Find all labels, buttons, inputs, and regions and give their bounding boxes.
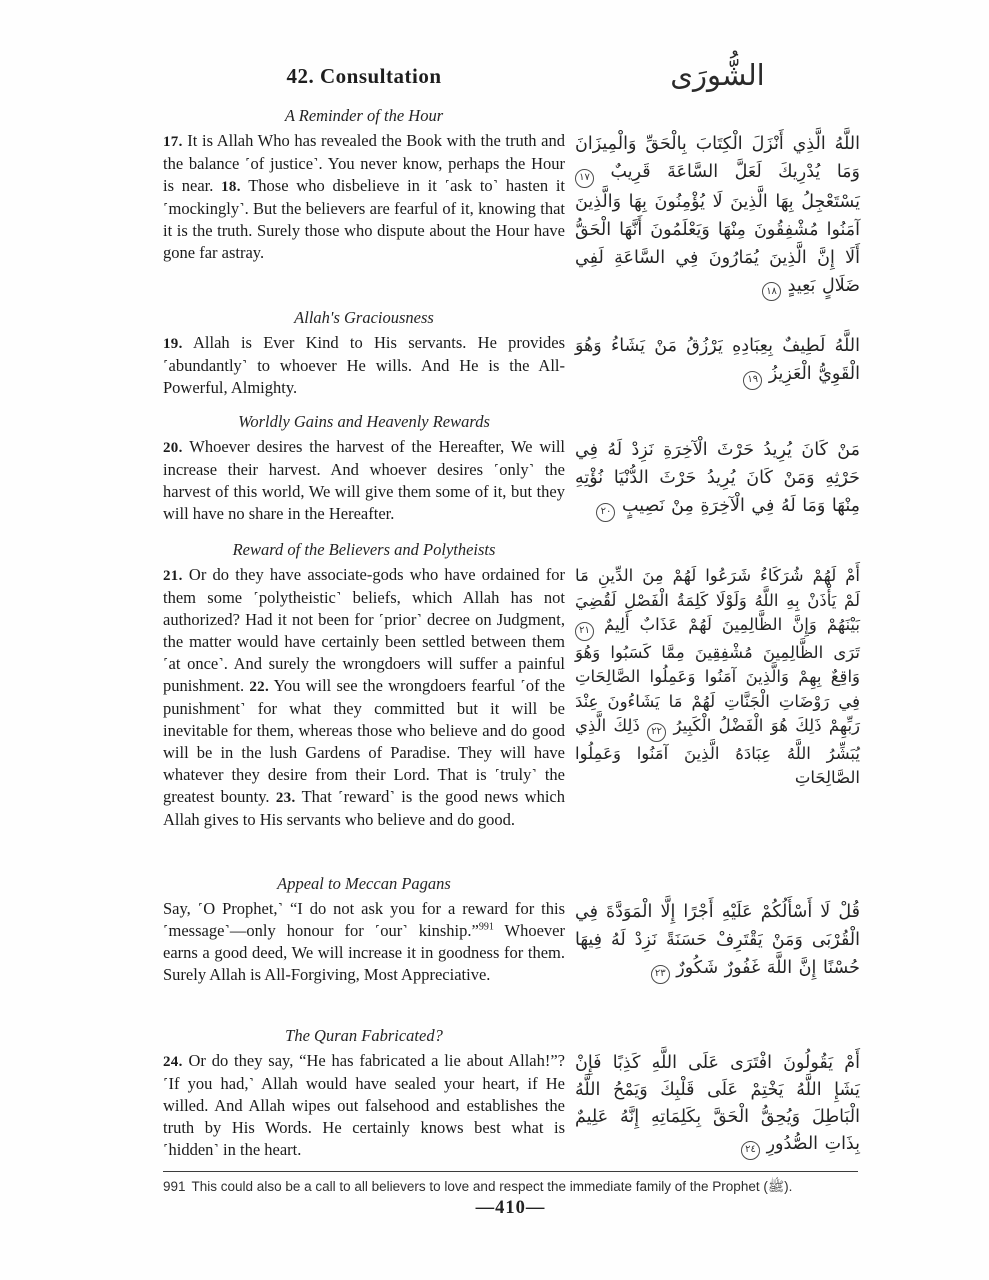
- footnote-reference: 991: [478, 921, 494, 933]
- section: [163, 412, 860, 525]
- arabic-verse-text: أَمْ لَهُمْ شُرَكَاءُ شَرَعُوا لَهُمْ مِنَ الدِّينِ مَا لَمْ يَأْذَنْ بِهِ اللَّهُ وَلَوْلَا كَلِمَةُ الْفَصْلِ لَقُضِيَ بَيْنَهُمْ وَإِنَّ الظَّالِمِينَ لَهُمْ عَذَابٌ أَلِيمٌ ٢١ تَرَى الظَّالِمِينَ مُشْفِقِينَ مِمَّا كَسَبُوا وَهُوَ وَاقِعٌ بِهِمْ وَالَّذِينَ آمَنُوا وَعَمِلُوا الصَّالِحَاتِ فِي رَوْضَاتِ الْجَنَّاتِ لَهُمْ مَا يَشَاءُونَ عِنْدَ رَبِّهِمْ ذَلِكَ هُوَ الْفَضْلُ الْكَبِيرُ ٢٢ ذَلِكَ الَّذِي يُبَشِّرُ اللَّهُ عِبَادَهُ الَّذِينَ آمَنُوا وَعَمِلُوا الصَّالِحَاتِ: [575, 566, 861, 787]
- arabic-verse-text: قُلْ لَا أَسْأَلُكُمْ عَلَيْهِ أَجْرًا إِلَّا الْمَوَدَّةَ فِي الْقُرْبَى وَمَنْ يَقْتَرِفْ حَسَنَةً نَزِدْ لَهُ فِيهَا حُسْنًا إِنَّ اللَّهَ غَفُورٌ شَكُورٌ ٢٣: [575, 874, 860, 984]
- surah-title-english: 42. Consultation: [286, 64, 442, 88]
- section: [163, 540, 860, 831]
- section-heading: Worldly Gains and Heavenly Rewards: [238, 412, 490, 431]
- arabic-verse-text: مَنْ كَانَ يُرِيدُ حَرْثَ الْآخِرَةِ نَزِدْ لَهُ فِي حَرْثِهِ وَمَنْ كَانَ يُرِيدُ حَرْثَ الدُّنْيَا نُؤْتِهِ مِنْهَا وَمَا لَهُ فِي الْآخِرَةِ مِنْ نَصِيبٍ ٢٠: [575, 412, 860, 522]
- section-heading: Appeal to Meccan Pagans: [277, 874, 451, 893]
- arabic-verse-text: اللَّهُ لَطِيفٌ بِعِبَادِهِ يَرْزُقُ مَنْ يَشَاءُ وَهُوَ الْقَوِيُّ الْعَزِيزُ ١٩: [575, 308, 860, 390]
- page-header: [163, 58, 860, 92]
- ayah-end-marker: ١٧: [575, 169, 594, 188]
- verse-number: 17.: [163, 134, 183, 150]
- verse-number: 22.: [249, 679, 269, 695]
- arabic-verse-text: اللَّهُ الَّذِي أَنْزَلَ الْكِتَابَ بِالْحَقِّ وَالْمِيزَانَ وَمَا يُدْرِيكَ لَعَلَّ السَّاعَةَ قَرِيبٌ ١٧ يَسْتَعْجِلُ بِهَا الَّذِينَ لَا يُؤْمِنُونَ بِهَا وَالَّذِينَ آمَنُوا مُشْفِقُونَ مِنْهَا وَيَعْلَمُونَ أَنَّهَا الْحَقُّ أَلَا إِنَّ الَّذِينَ يُمَارُونَ فِي السَّاعَةِ لَفِي ضَلَالٍ بَعِيدٍ ١٨: [575, 106, 860, 301]
- section-heading: Allah's Graciousness: [294, 308, 434, 327]
- section: [163, 106, 860, 301]
- footnote-divider: [163, 1171, 858, 1172]
- ayah-end-marker: ١٩: [743, 371, 762, 390]
- ayah-end-marker: ٢٣: [651, 965, 670, 984]
- section-heading: The Quran Fabricated?: [285, 1026, 443, 1045]
- section: [163, 308, 860, 399]
- english-column: [163, 540, 565, 831]
- english-verse-text: Say, ˹O Prophet,˺ “I do not ask you for a reward for this ˹message˺—only honour for ˹our˺ kinship.”$^{991}$ Whoever earns a good deed, We will increase it in goodness for them. Surely Allah is All-Forgiving, Most Appreciative.: [163, 899, 565, 984]
- footnote-marker: 991: [163, 1179, 186, 1194]
- footnote: [163, 1178, 860, 1195]
- english-verse-text: 24. Or do they say, “He has fabricated a lie about Allah!”? ˹If you had,˺ Allah would have sealed your heart, if He willed. And Allah wipes out falsehood and establishes the truth by His Words. He certainly knows best what is ˹hidden˺ in the heart.: [163, 1051, 565, 1159]
- page-number: —410—: [475, 1198, 546, 1218]
- surah-title-arabic: الشُّورَى: [670, 58, 765, 92]
- verse-number: 20.: [163, 440, 183, 456]
- section: [163, 874, 860, 986]
- ayah-end-marker: ١٨: [762, 282, 781, 301]
- arabic-verse-text: أَمْ يَقُولُونَ افْتَرَى عَلَى اللَّهِ كَذِبًا فَإِنْ يَشَإِ اللَّهُ يَخْتِمْ عَلَى قَلْبِكَ وَيَمْحُ اللَّهُ الْبَاطِلَ وَيُحِقُّ الْحَقَّ بِكَلِمَاتِهِ إِنَّهُ عَلِيمٌ بِذَاتِ الصُّدُورِ ٢٤: [575, 1026, 860, 1160]
- section-heading: Reward of the Believers and Polytheists: [232, 540, 496, 559]
- english-verse-text: 17. It is Allah Who has revealed the Book with the truth and the balance ˹of justice˺. You never know, perhaps the Hour is near. 18. Those who disbelieve in it ˹ask to˺ hasten it ˹mockingly˺. But the believers are fearful of it, knowing that it is the truth. Surely those who dispute about the Hour have gone far astray.: [163, 131, 565, 262]
- ayah-end-marker: ٢١: [575, 622, 594, 641]
- english-column: [163, 874, 565, 986]
- verse-number: 19.: [163, 336, 183, 352]
- english-column: [163, 1026, 565, 1161]
- english-verse-text: 21. Or do they have associate-gods who have ordained for them some ˹polytheistic˺ beliefs, which Allah has not authorized? Had it not been for ˹prior˺ decree on Judgment, the matter would have certainly been settled between them ˹at once˺. And surely the wrongdoers will suffer a painful punishment. 22. You will see the wrongdoers fearful ˹of the punishment˺ for what they committed but it will be inevitable for them, whereas those who believe and do good will be in the lush Gardens of Paradise. They will have whatever they desire from their Lord. That is ˹truly˺ the greatest bounty. 23. That ˹reward˺ is the good news which Allah gives to His servants who believe and do good.: [163, 565, 566, 829]
- verse-number: 18.: [221, 179, 241, 195]
- english-column: [163, 308, 565, 399]
- section-heading: A Reminder of the Hour: [284, 106, 444, 125]
- english-column: [163, 106, 565, 264]
- english-verse-text: 19. Allah is Ever Kind to His servants. He provides ˹abundantly˺ to whoever He wills. And He is the All-Powerful, Almighty.: [163, 333, 565, 397]
- verse-number: 24.: [163, 1054, 183, 1070]
- english-verse-text: 20. Whoever desires the harvest of the Hereafter, We will increase their harvest. And whoever desires ˹only˺ the harvest of this world, We will give them some of it, but they will have no share in the Hereafter.: [163, 437, 565, 523]
- section: [163, 1026, 860, 1161]
- verse-number: 21.: [163, 568, 183, 584]
- ayah-end-marker: ٢٤: [741, 1141, 760, 1160]
- ayah-end-marker: ٢٢: [647, 723, 666, 742]
- footnote-text: This could also be a call to all believers to love and respect the immediate family of the Prophet (ﷺ).: [191, 1179, 793, 1194]
- ayah-end-marker: ٢٠: [596, 503, 615, 522]
- english-column: [163, 412, 565, 525]
- page-content: [163, 0, 860, 1280]
- verse-number: 23.: [275, 790, 296, 806]
